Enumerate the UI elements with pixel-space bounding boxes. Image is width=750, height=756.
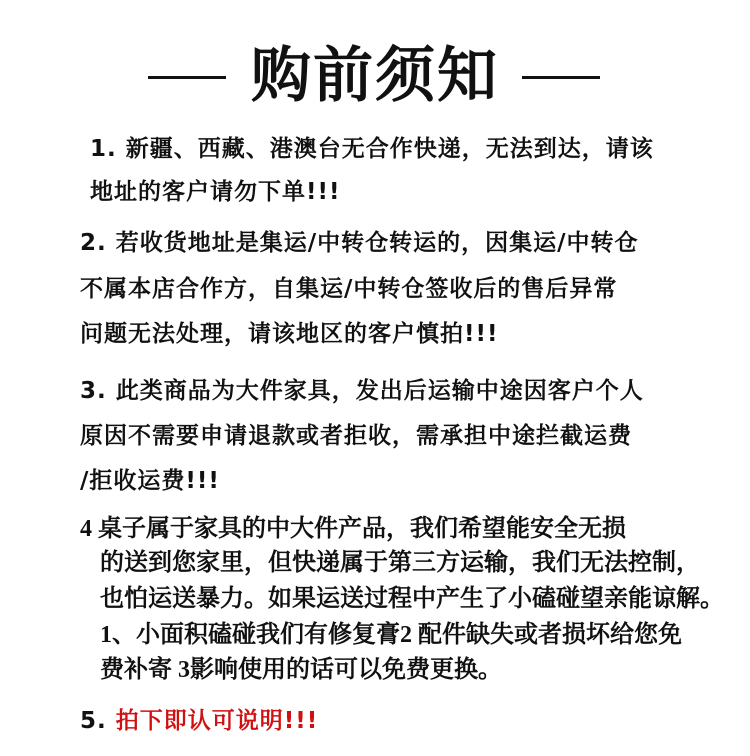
notice-3-line-1: 3. 此类商品为大件家具，发出后运输中途因客户个人	[80, 378, 644, 404]
notice-3-line-2: 原因不需要申请退款或者拒收，需承担中途拦截运费	[80, 423, 632, 449]
notice-4-line-4: 1、小面积磕碰我们有修复膏2 配件缺失或者损坏给您免	[100, 622, 682, 648]
notice-1-line-1: 1. 新疆、西藏、港澳台无合作快递，无法到达，请该	[90, 136, 654, 162]
notice-4-line-2: 的送到您家里，但快递属于第三方运输，我们无法控制，	[100, 550, 700, 576]
title-row	[0, 32, 750, 120]
notice-4-line-1: 4 桌子属于家具的中大件产品，我们希望能安全无损	[80, 516, 626, 542]
notice-1-line-2: 地址的客户请勿下单!!!	[90, 179, 341, 205]
title-right-rule	[522, 76, 600, 79]
notice-4-line-5: 费补寄 3影响使用的话可以免费更换。	[100, 657, 502, 683]
notice-4-line-3: 也怕运送暴力。如果运送过程中产生了小磕碰望亲能谅解。	[100, 586, 724, 612]
notice-2-line-2: 不属本店合作方，自集运/中转仓签收后的售后异常	[80, 276, 618, 302]
notice-2-line-3: 问题无法处理，请该地区的客户慎拍!!!	[80, 321, 499, 347]
notice-2-line-1: 2. 若收货地址是集运/中转仓转运的，因集运/中转仓	[80, 230, 639, 256]
notice-5	[80, 706, 318, 736]
notice-5-number: 5.	[80, 708, 107, 734]
notice-5-text: 拍下即认可说明!!!	[106, 708, 319, 734]
notice-3-line-3: /拒收运费!!!	[80, 468, 220, 494]
page-title: 购前须知	[251, 41, 499, 111]
title-left-rule	[148, 76, 226, 79]
